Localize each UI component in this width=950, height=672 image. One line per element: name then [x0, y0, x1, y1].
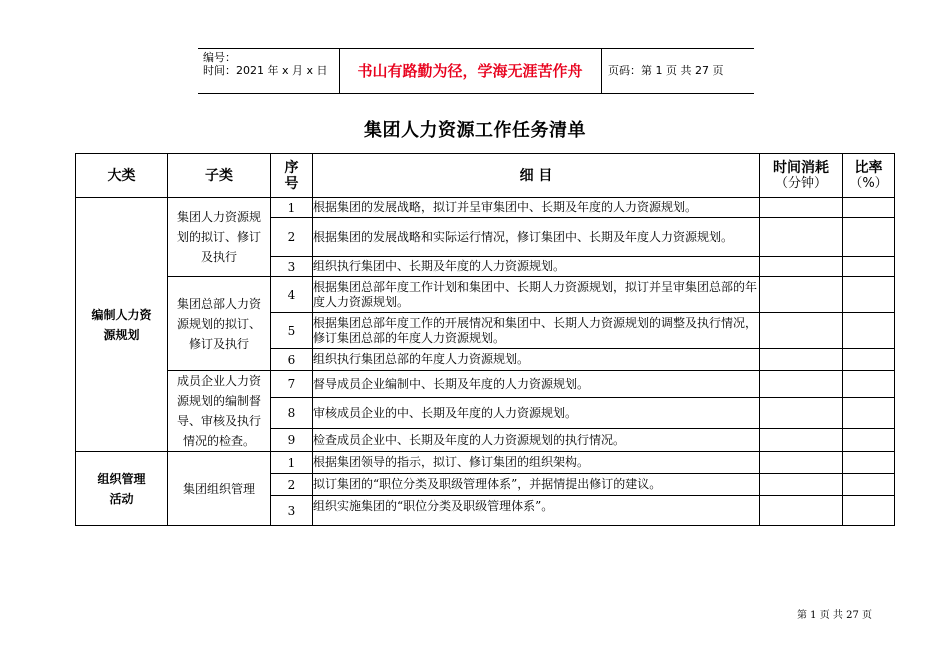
- ratio-cell: [843, 349, 895, 371]
- ratio-cell: [843, 257, 895, 277]
- seq-cell: 9: [271, 429, 313, 452]
- page-title: 集团人力资源工作任务清单: [364, 120, 586, 141]
- subcategory-line: 划的拟订、修订: [176, 230, 261, 244]
- time-cell: [760, 277, 843, 313]
- time-cell: [760, 496, 843, 526]
- motto-text: 书山有路勤为径，学海无涯苦作舟: [357, 62, 583, 80]
- category-line: 编制人力资: [91, 307, 152, 322]
- header-category: 大类: [76, 154, 168, 198]
- detail-cell: 组织实施集团的“职位分类及职级管理体系”。: [313, 496, 760, 526]
- category-cell: [76, 198, 168, 452]
- category-cell: [76, 452, 168, 526]
- detail-cell: 检查成员企业中、长期及年度的人力资源规划的执行情况。: [313, 429, 760, 452]
- header-seq: [271, 154, 313, 198]
- seq-cell: 7: [271, 371, 313, 398]
- ratio-cell: [843, 452, 895, 474]
- header-time-bottom: （分钟）: [774, 175, 827, 191]
- subcategory-line: 导、审核及执行: [176, 414, 261, 428]
- table-row: [76, 198, 895, 218]
- detail-cell: 审核成员企业的中、长期及年度的人力资源规划。: [313, 398, 760, 429]
- seq-cell: 4: [271, 277, 313, 313]
- page-footer: 第 1 页 共 27 页: [797, 610, 872, 621]
- document-header: [198, 48, 754, 94]
- subcategory-line: 源规划的拟订、: [176, 316, 261, 331]
- header-detail: 细 目: [313, 154, 760, 198]
- ratio-cell: [843, 313, 895, 349]
- ratio-cell: [843, 277, 895, 313]
- header-left-cell: [198, 49, 339, 93]
- ratio-cell: [843, 218, 895, 257]
- header-time-top: 时间消耗: [773, 159, 829, 176]
- category-line: 源规划: [103, 327, 140, 342]
- seq-cell: 3: [271, 257, 313, 277]
- time-cell: [760, 218, 843, 257]
- task-table: [75, 153, 895, 526]
- subcategory-cell: [168, 198, 271, 277]
- seq-cell: 8: [271, 398, 313, 429]
- subcategory-line: 集团组织管理: [182, 481, 255, 496]
- header-ratio-bottom: （%）: [849, 175, 888, 191]
- header-ratio-top: 比率: [854, 159, 883, 176]
- subcategory-cell: [168, 277, 271, 371]
- subcategory-cell: [168, 452, 271, 526]
- subcategory-cell: [168, 371, 271, 452]
- ratio-cell: [843, 429, 895, 452]
- subcategory-line: 成员企业人力资: [176, 374, 261, 388]
- page-code: 页码：第 1 页 共 27 页: [601, 49, 754, 93]
- header-seq-bottom: 号: [284, 175, 299, 192]
- table-header-row: [76, 154, 895, 198]
- time-cell: [760, 257, 843, 277]
- time-cell: [760, 349, 843, 371]
- subcategory-line: 情况的检查。: [182, 434, 255, 448]
- seq-cell: 1: [271, 198, 313, 218]
- header-time: [760, 154, 843, 198]
- time-cell: [760, 474, 843, 496]
- detail-cell: 组织执行集团中、长期及年度的人力资源规划。: [313, 257, 760, 277]
- seq-cell: 3: [271, 496, 313, 526]
- header-subcategory: 子类: [168, 154, 271, 198]
- ratio-cell: [843, 496, 895, 526]
- time-cell: [760, 398, 843, 429]
- time-cell: [760, 313, 843, 349]
- seq-cell: 1: [271, 452, 313, 474]
- detail-cell: 根据集团的发展战略和实际运行情况，修订集团中、长期及年度人力资源规划。: [313, 218, 760, 257]
- detail-cell: 根据集团的发展战略，拟订并呈审集团中、长期及年度的人力资源规划。: [313, 198, 760, 218]
- subcategory-line: 修订及执行: [188, 336, 249, 351]
- ratio-cell: [843, 474, 895, 496]
- detail-cell: 组织执行集团总部的年度人力资源规划。: [313, 349, 760, 371]
- subcategory-line: 源规划的编制督: [176, 394, 261, 408]
- detail-cell: 拟订集团的“职位分类及职级管理体系”，并据情提出修订的建议。: [313, 474, 760, 496]
- table-row: [76, 277, 895, 313]
- ratio-cell: [843, 198, 895, 218]
- detail-cell: 根据集团总部年度工作的开展情况和集团中、长期人力资源规划的调整及执行情况，修订集团总部的年度人力资源规划。: [313, 313, 760, 349]
- seq-cell: 6: [271, 349, 313, 371]
- detail-cell: 督导成员企业编制中、长期及年度的人力资源规划。: [313, 371, 760, 398]
- time-cell: [760, 371, 843, 398]
- subcategory-line: 集团人力资源规: [176, 210, 261, 224]
- header-ratio: [843, 154, 895, 198]
- detail-cell: 根据集团总部年度工作计划和集团中、长期人力资源规划，拟订并呈审集团总部的年度人力资源规划。: [313, 277, 760, 313]
- seq-cell: 5: [271, 313, 313, 349]
- category-line: 组织管理: [97, 471, 146, 486]
- ratio-cell: [843, 398, 895, 429]
- time-label: 时间：2021 年 x 月 x 日: [203, 64, 328, 77]
- time-cell: [760, 452, 843, 474]
- seq-cell: 2: [271, 474, 313, 496]
- ratio-cell: [843, 371, 895, 398]
- number-label: 编号：: [203, 51, 236, 64]
- time-cell: [760, 198, 843, 218]
- header-seq-top: 序: [284, 159, 299, 176]
- table-row: [76, 452, 895, 474]
- detail-cell: 根据集团领导的指示，拟订、修订集团的组织架构。: [313, 452, 760, 474]
- seq-cell: 2: [271, 218, 313, 257]
- category-line: 活动: [109, 491, 134, 506]
- subcategory-line: 及执行: [200, 250, 237, 264]
- table-row: [76, 371, 895, 398]
- time-cell: [760, 429, 843, 452]
- subcategory-line: 集团总部人力资: [176, 296, 261, 311]
